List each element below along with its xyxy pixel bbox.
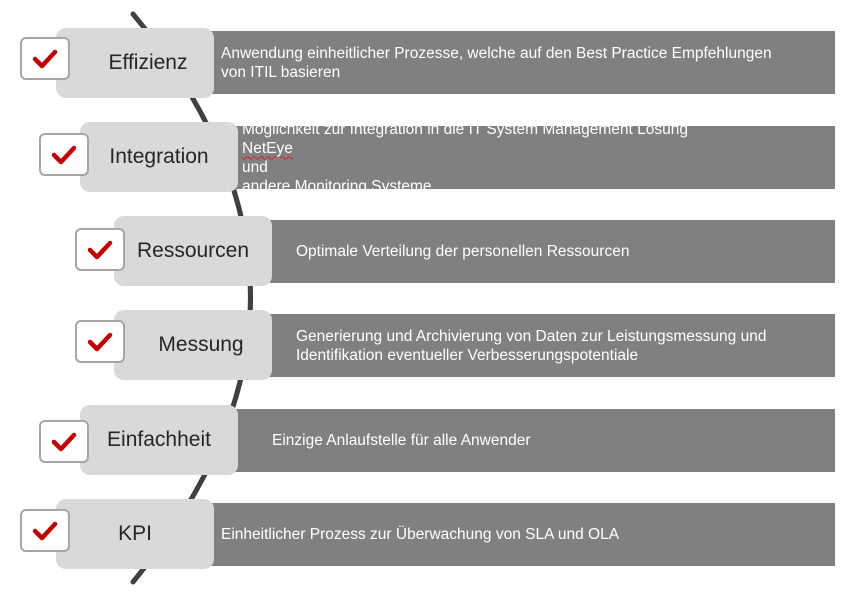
title-label: Messung xyxy=(158,333,244,356)
check-icon xyxy=(87,331,113,353)
description-line: Generierung und Archivierung von Daten zur Leistungsmessung und xyxy=(296,327,767,345)
title-pill xyxy=(80,405,238,475)
description-line: Einzige Anlaufstelle für alle Anwender xyxy=(272,432,531,449)
title-pill xyxy=(114,310,272,380)
description-bar xyxy=(206,503,835,566)
title-pill xyxy=(80,122,238,192)
checkbox xyxy=(39,420,89,463)
checkbox xyxy=(75,228,125,271)
description-line: Einheitlicher Prozess zur Überwachung von SLA und OLA xyxy=(221,526,620,543)
description-bar xyxy=(230,120,835,195)
description-line: Optimale Verteilung der personellen Ressourcen xyxy=(296,243,630,260)
title-label: Ressourcen xyxy=(136,239,250,262)
description-line: andere Monitoring Systeme xyxy=(242,177,432,195)
title-label: Einfachheit xyxy=(107,428,211,451)
title-label: Effizienz xyxy=(108,51,188,74)
title-pill xyxy=(56,28,214,98)
description-line: von ITIL basieren xyxy=(221,63,341,81)
check-icon xyxy=(32,520,58,542)
description-line: Möglichkeit zur Integration in die IT System Management Lösung NetEye und xyxy=(242,120,689,176)
title-pill xyxy=(114,216,272,286)
description-bar xyxy=(262,220,835,283)
neteye-word: NetEye xyxy=(242,139,293,157)
description-bar xyxy=(230,409,835,472)
checkbox xyxy=(75,320,125,363)
check-icon xyxy=(32,48,58,70)
title-pill xyxy=(56,499,214,569)
check-icon xyxy=(51,144,77,166)
title-label: Integration xyxy=(109,145,209,168)
title-label: KPI xyxy=(118,522,152,545)
description-line: Identifikation eventueller Verbesserungspotentiale xyxy=(296,346,639,364)
check-icon xyxy=(87,239,113,261)
description-bar xyxy=(262,314,835,377)
checkbox xyxy=(39,133,89,176)
checkbox xyxy=(20,37,70,80)
description-line: Anwendung einheitlicher Prozesse, welche auf den Best Practice Empfehlungen xyxy=(221,44,772,62)
checkbox xyxy=(20,509,70,552)
description-bar xyxy=(206,31,835,94)
check-icon xyxy=(51,431,77,453)
